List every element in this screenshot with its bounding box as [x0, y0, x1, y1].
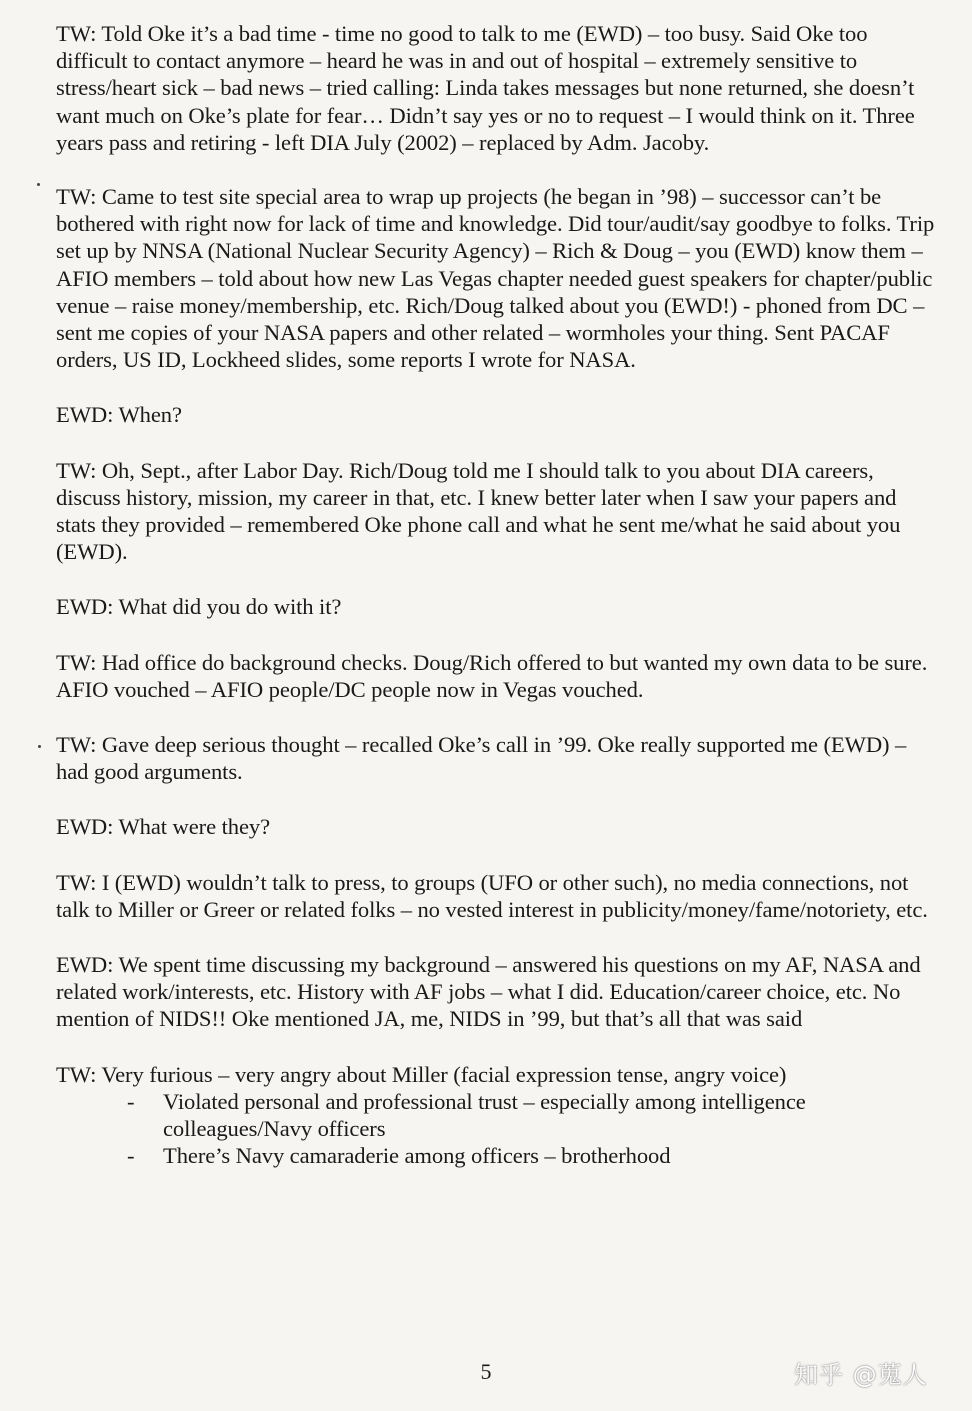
scan-speck: [37, 183, 40, 186]
paragraph-ewd-what-did-you-do: EWD: What did you do with it?: [56, 594, 342, 620]
paragraph-tw-deep-thought: TW: Gave deep serious thought – recalled Oke’s call in ’99. Oke really supported me (EWD) – had good arguments.: [56, 732, 907, 785]
page-number: 5: [480, 1359, 492, 1384]
bullet-marker: -: [127, 1143, 135, 1169]
bullet-marker: -: [127, 1088, 135, 1114]
paragraph-tw-bad-time: TW: Told Oke it’s a bad time - time no good to talk to me (EWD) – too busy. Said Oke too difficult to contact anymore – heard he was in and out of hospital – extremely sensitive to stress/heart sick – bad news – tried calling: Linda takes messages but none returned, she doesn’t want much on Oke’s plate for fear… Didn’t say yes or no to request – I would think on it. Three years pass and retiring - left DIA July (2002) – replaced by Adm. Jacoby.: [56, 21, 915, 155]
paragraph-tw-no-press: TW: I (EWD) wouldn’t talk to press, to groups (UFO or other such), no media connections, not talk to Miller or Greer or related folks – no vested interest in publicity/money/fame/notoriety, etc.: [56, 869, 928, 922]
scan-speck: [38, 745, 41, 748]
paragraph-tw-test-site: TW: Came to test site special area to wrap up projects (he began in ’98) – successor can’t be bothered with right now for lack of time and knowledge. Did tour/audit/say goodbye to folks. Trip set up by NNSA (National Nuclear Security Agency) – Rich & Doug – you (EWD) know them – AFIO members – told about how new Las Vegas chapter needed guest speakers for chapter/public venue – raise money/membership, etc. Rich/Doug talked about you (EWD!) - phoned from DC – sent me copies of your NASA papers and other related – wormholes your thing. Sent PACAF orders, US ID, Lockheed slides, some reports I wrote for NASA.: [56, 184, 935, 373]
paragraph-ewd-when: EWD: When?: [56, 402, 182, 428]
paragraph-tw-labor-day: TW: Oh, Sept., after Labor Day. Rich/Doug told me I should talk to you about DIA careers, discuss history, mission, my career in that, etc. I knew better later when I saw your papers and stats they provided – remembered Oke phone call and what he sent me/what he said about you (EWD).: [56, 457, 901, 565]
bullet-text: There’s Navy camaraderie among officers – brotherhood: [163, 1143, 671, 1169]
watermark: 知乎 @蒐人: [794, 1361, 928, 1389]
bullet-item: [56, 1088, 936, 1142]
paragraph-ewd-what-were-they: EWD: What were they?: [56, 814, 271, 840]
paragraph-ewd-background: EWD: We spent time discussing my background – answered his questions on my AF, NASA and related work/interests, etc. History with AF jobs – what I did. Education/career choice, etc. No mention of NIDS!! Oke mentioned JA, me, NIDS in ’99, but that’s all that was said: [56, 952, 921, 1032]
bullet-item: [56, 1142, 936, 1169]
bullet-text: Violated personal and professional trust – especially among intelligence colleagues/Navy officers: [163, 1088, 806, 1142]
paragraph-tw-furious: TW: Very furious – very angry about Miller (facial expression tense, angry voice): [56, 1061, 787, 1087]
transcript-body: [56, 20, 936, 1170]
paragraph-tw-background-checks: TW: Had office do background checks. Doug/Rich offered to but wanted my own data to be sure. AFIO vouched – AFIO people/DC people now in Vegas vouched.: [56, 649, 928, 702]
bullet-list: [56, 1088, 936, 1170]
